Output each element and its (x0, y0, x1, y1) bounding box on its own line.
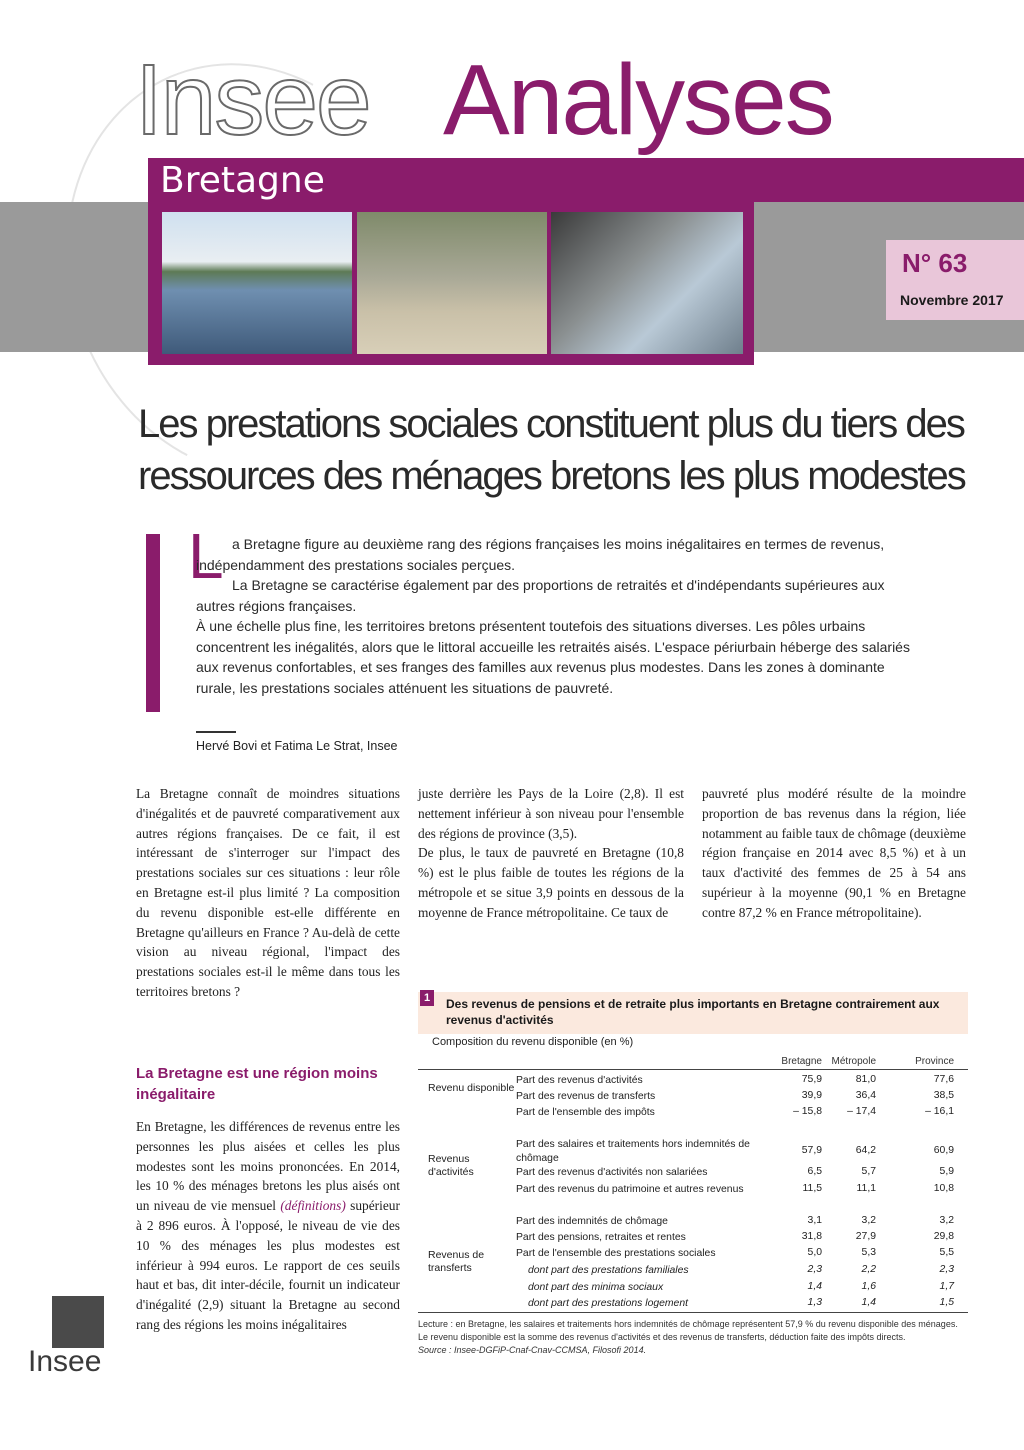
table-cell: 5,7 (861, 1166, 876, 1177)
table-cell: 11,5 (802, 1183, 822, 1194)
table-cell: 77,6 (933, 1074, 954, 1085)
table-cell: 38,5 (933, 1090, 954, 1101)
region-title: Bretagne (160, 160, 325, 201)
page-title: Les prestations sociales constituent plus du tiers des ressources des ménages bretons les plus modestes (138, 402, 965, 498)
table-cell: 60,9 (933, 1145, 954, 1156)
body-paragraph: juste derrière les Pays de la Loire (2,8). Il est nettement inférieur à son niveau pour l'ensemble des régions de province (3,5). (418, 786, 684, 841)
figure-number: 1 (420, 990, 434, 1006)
table-cell: 6,5 (807, 1166, 822, 1177)
table-cell: 1,7 (939, 1281, 954, 1292)
table-cell: 1,5 (939, 1297, 954, 1308)
table-cell: 5,0 (807, 1247, 822, 1258)
row-label: dont part des prestations familiales (528, 1265, 689, 1276)
photo-pedestrians (357, 212, 547, 354)
abstract (196, 534, 916, 698)
section-heading: La Bretagne est une région moins inégalitaire (136, 1065, 378, 1103)
photo-laboratory (551, 212, 743, 354)
column-header-metropole: Métropole (831, 1056, 876, 1067)
row-label: Part des revenus du patrimoine et autres revenus (516, 1184, 744, 1195)
body-text: supérieur à 2 896 euros. À l'opposé, le niveau de vie des 10 % des ménages les plus modestes est inférieur à 994 euros. Le rapport de ces seuils haut et bas, dit inter-décile, fournit un indicateur d'inégalité (2,9) situant la Bretagne au second rang des régions les moins inégalitaires (136, 1198, 400, 1332)
row-label: Part des revenus de transferts (516, 1091, 656, 1102)
issue-number: N° 63 (902, 248, 968, 278)
table-cell: 3,2 (861, 1215, 876, 1226)
table-bottom-rule (418, 1312, 968, 1313)
abstract-paragraph-1: a Bretagne figure au deuxième rang des régions françaises les moins inégalitaires en termes de revenus, indépendamment des prestations sociales perçues. (196, 536, 885, 573)
table-cell: 1,3 (807, 1297, 822, 1308)
table-cell: 1,4 (861, 1297, 876, 1308)
row-label: Part des revenus d'activités non salariées (516, 1167, 708, 1178)
table-cell: 36,4 (855, 1090, 876, 1101)
row-label: Part des revenus d'activités (516, 1075, 643, 1086)
figure-title: Des revenus de pensions et de retraite plus importants en Bretagne contrairement aux revenus d'activités (446, 997, 940, 1027)
table-cell: 1,6 (861, 1281, 876, 1292)
table-cell: 31,8 (801, 1231, 822, 1242)
group-label: Revenus d'activités (428, 1153, 474, 1178)
table-cell: 57,9 (801, 1145, 822, 1156)
insee-logo-text: Insee (28, 1345, 102, 1378)
table-cell: 2,3 (807, 1264, 822, 1275)
table-cell: 64,2 (855, 1145, 876, 1156)
table-cell: 29,8 (933, 1231, 954, 1242)
table-cell: – 15,8 (793, 1106, 822, 1117)
table-cell: 5,5 (939, 1247, 954, 1258)
abstract-dropcap: L (188, 520, 224, 592)
column-header-province: Province (915, 1056, 954, 1067)
row-label: Part des indemnités de chômage (516, 1216, 668, 1227)
table-cell: 81,0 (855, 1074, 876, 1085)
figure-note (418, 1318, 968, 1356)
abstract-paragraph-3: À une échelle plus fine, les territoires bretons présentent toutefois des situations diverses. Les pôles urbains concentrent les inégalités, alors que le littoral accueille les retraités aisés. L'espace périurbain héberge des salariés aux revenus confortables, et ses franges des familles aux revenus plus modestes. Dans les zones à dominante rurale, les prestations sociales atténuent les situations de pauvreté. (196, 618, 910, 696)
table-rule (418, 1069, 968, 1070)
table-cell: 75,9 (801, 1074, 822, 1085)
table-cell: 3,1 (807, 1215, 822, 1226)
authors-separator (196, 731, 236, 733)
table-cell: 5,9 (939, 1166, 954, 1177)
table-cell: 11,1 (856, 1183, 876, 1194)
table-cell: – 16,1 (925, 1106, 954, 1117)
row-label: dont part des prestations logement (528, 1298, 688, 1309)
photo-harbour (162, 212, 352, 354)
row-label: Part de l'ensemble des impôts (516, 1107, 655, 1118)
group-label: Revenu disponible (428, 1082, 515, 1094)
row-label: dont part des minima sociaux (528, 1282, 664, 1293)
figure-source: Source : Insee-DGFiP-Cnaf-Cnav-CCMSA, Filosofi 2014. (418, 1344, 647, 1355)
table-cell: 2,3 (939, 1264, 954, 1275)
authors: Hervé Bovi et Fatima Le Strat, Insee (196, 739, 398, 753)
figure-subtitle: Composition du revenu disponible (en %) (432, 1036, 634, 1048)
group-label: Revenus de transferts (428, 1249, 485, 1274)
row-label: Part de l'ensemble des prestations sociales (516, 1248, 716, 1259)
issue-date: Novembre 2017 (900, 292, 1004, 308)
column-header-bretagne: Bretagne (781, 1056, 822, 1067)
row-label: Part des pensions, retraites et rentes (516, 1232, 686, 1243)
body-paragraph: De plus, le taux de pauvreté en Bretagne (10,8 %) est le plus faible de toutes les régions de la métropole et se situe 3,9 points en dessous de la moyenne de France métropolitaine. Ce taux de (418, 845, 684, 920)
table-cell: 3,2 (939, 1215, 954, 1226)
body-column-2 (418, 784, 684, 923)
table-cell: – 17,4 (847, 1106, 876, 1117)
table-cell: 27,9 (855, 1231, 876, 1242)
row-label: Part des salaires et traitements hors indemnités de chômage (516, 1139, 750, 1164)
body-intro: La Bretagne connaît de moindres situations d'inégalités et de pauvreté comparativement aux autres régions françaises. De ce fait, il est intéressant de s'interroger sur l'impact des prestations sociales sur ces situations : leur rôle en Bretagne est-il plus limité ? La composition du revenu disponible est-elle différente en Bretagne qu'ailleurs en France ? Au-delà de cette vision au niveau régional, l'impact des prestations sociales est-il le même dans tous les territoires bretons ? (136, 786, 400, 999)
table-cell: 1,4 (807, 1281, 822, 1292)
table-cell: 39,9 (801, 1090, 822, 1101)
figure-reading-note: Lecture : en Bretagne, les salaires et traitements hors indemnités de chômage représentent 57,9 % du revenu disponible des ménages. Le revenu disponible est la somme des revenus d'activités et des revenus de transferts, déduction faite des impôts directs. (418, 1319, 958, 1342)
body-column-1 (136, 1117, 400, 1335)
body-text: En Bretagne, les différences de revenus entre les personnes les plus aisées et celles les plus modestes sont les moins prononcées. En 2014, les 10 % des ménages bretons les plus aisés ont un niveau de vie mensuel (136, 1119, 400, 1214)
table-cell: 2,2 (861, 1264, 876, 1275)
insee-logo-icon (52, 1296, 104, 1348)
brand-analyses: Analyses (443, 44, 833, 156)
definitions-link[interactable]: (définitions) (280, 1198, 346, 1214)
table-cell: 5,3 (861, 1247, 876, 1258)
body-column-3: pauvreté plus modéré résulte de la moindre proportion de bas revenus dans la région, liée notamment au faible taux de chômage (deuxième région française en 2014 avec 8,5 %) et à un taux d'activité des femmes de 25 à 54 ans supérieur à la moyenne (90,1 % en Bretagne contre 87,2 % en France métropolitaine). (702, 786, 966, 920)
abstract-paragraph-2: La Bretagne se caractérise également par des proportions de retraités et d'indépendants supérieures aux autres régions françaises. (196, 577, 885, 614)
brand-insee: Insee (135, 44, 370, 156)
table-cell: 10,8 (933, 1183, 954, 1194)
abstract-bar (146, 534, 160, 712)
